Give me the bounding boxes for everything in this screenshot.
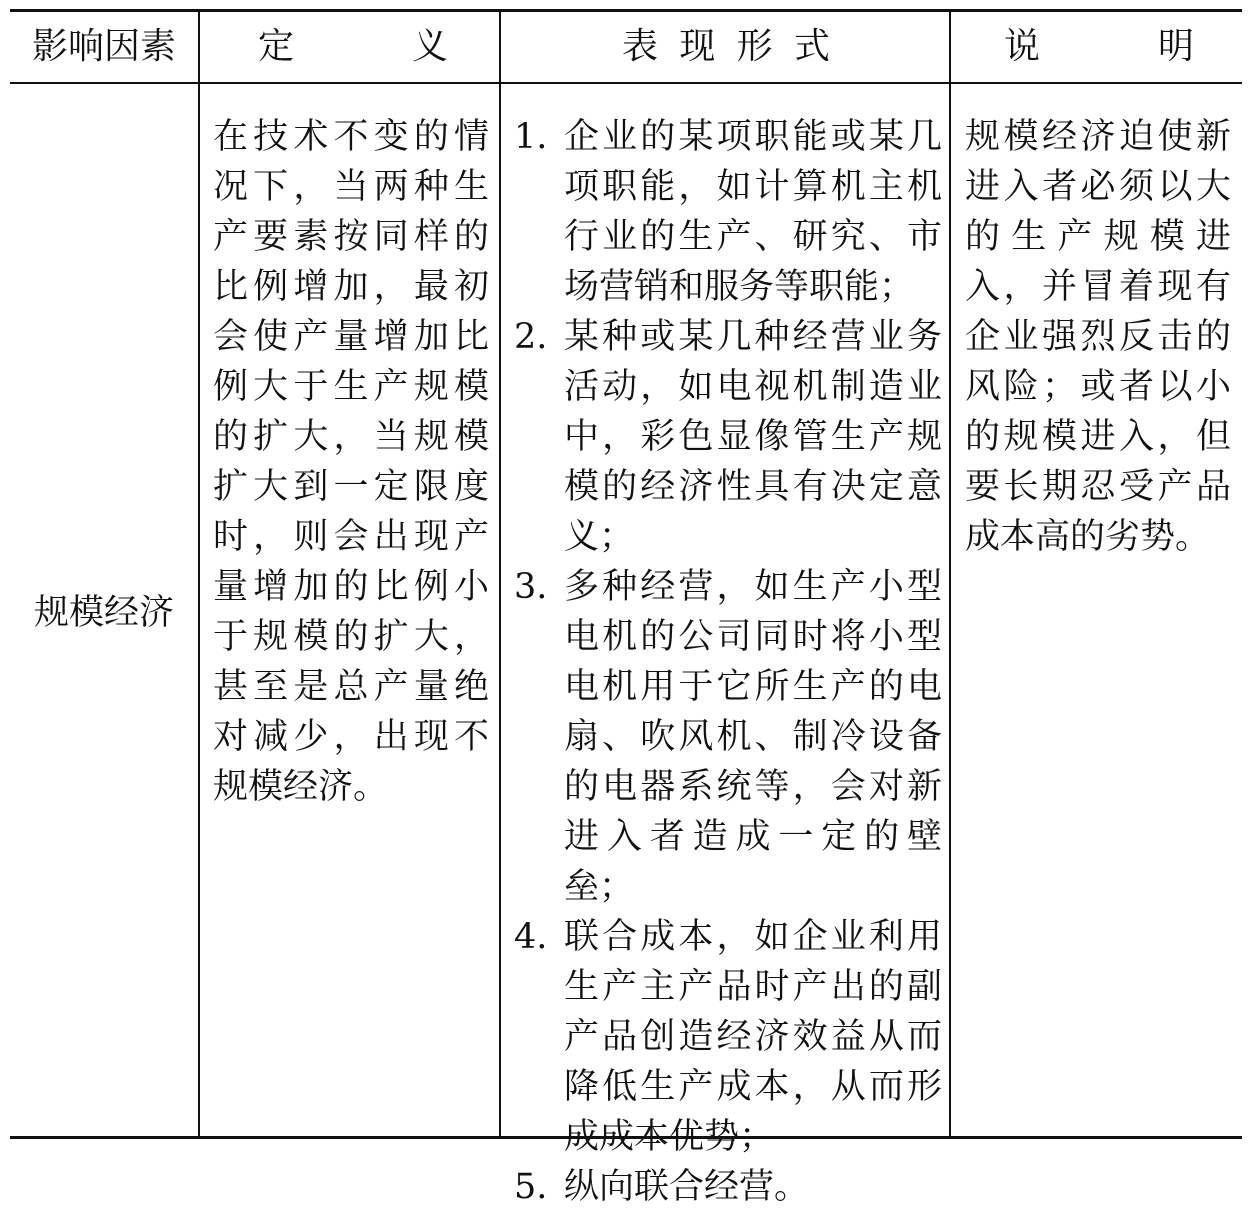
row-forms-cell <box>514 112 942 1212</box>
forms-item-text: 企业的某项职能或某几项职能，如计算机主机行业的生产、研究、市场营销和服务等职能； <box>564 117 942 307</box>
forms-item-number: 3. <box>514 567 548 607</box>
header-factor-label: 影响因素 <box>31 26 176 67</box>
forms-item-text: 联合成本，如企业利用生产主产品时产出的副产品创造经济效益从而降低生产成本，从而形成成本优势； <box>564 917 942 1157</box>
column-divider-2 <box>499 11 501 1137</box>
header-definition <box>258 18 448 76</box>
row-factor-cell <box>12 588 196 638</box>
row-notes-text: 规模经济迫使新进入者必须以大的生产规模进入，并冒着现有企业强烈反击的风险；或者以小的规模进入，但要长期忍受产品成本高的劣势。 <box>965 117 1231 557</box>
forms-item-number: 5. <box>514 1167 548 1207</box>
row-notes-cell <box>965 112 1231 562</box>
header-definition-char: 义 <box>411 26 448 67</box>
forms-item-text: 纵向联合经营。 <box>564 1167 810 1207</box>
header-definition-char: 定 <box>258 26 295 67</box>
forms-list-item <box>514 912 942 1162</box>
forms-item-number: 4. <box>514 917 548 957</box>
header-forms <box>622 18 830 76</box>
header-notes <box>1004 18 1194 76</box>
header-forms-char: 式 <box>793 26 830 67</box>
row-factor-label: 规模经济 <box>33 593 174 633</box>
forms-list-item <box>514 1162 942 1212</box>
column-divider-1 <box>198 11 200 1137</box>
row-definition-text: 在技术不变的情况下，当两种生产要素按同样的比例增加，最初会使产量增加比例大于生产规模的扩大，当规模扩大到一定限度时，则会出现产量增加的比例小于规模的扩大，甚至是总产量绝对减少，出现不规模经济。 <box>213 117 489 807</box>
header-forms-char: 现 <box>679 26 716 67</box>
header-factor <box>12 18 196 76</box>
forms-item-number: 2. <box>514 317 548 357</box>
header-notes-char: 明 <box>1157 26 1194 67</box>
forms-list-item <box>514 312 942 562</box>
header-forms-char: 形 <box>736 26 773 67</box>
forms-list-item <box>514 112 942 312</box>
forms-list <box>514 112 942 1212</box>
forms-item-number: 1. <box>514 117 548 157</box>
header-notes-char: 说 <box>1004 26 1041 67</box>
table-top-rule <box>10 9 1242 12</box>
forms-item-text: 多种经营，如生产小型电机的公司同时将小型电机用于它所生产的电扇、吹风机、制冷设备的电器系统等，会对新进入者造成一定的壁垒； <box>564 567 942 907</box>
forms-item-text: 某种或某几种经营业务活动，如电视机制造业中，彩色显像管生产规模的经济性具有决定意义； <box>564 317 942 557</box>
header-separator-rule <box>10 82 1242 84</box>
header-forms-char: 表 <box>622 26 659 67</box>
column-divider-3 <box>949 11 951 1137</box>
forms-list-item <box>514 562 942 912</box>
row-definition-cell <box>213 112 489 812</box>
